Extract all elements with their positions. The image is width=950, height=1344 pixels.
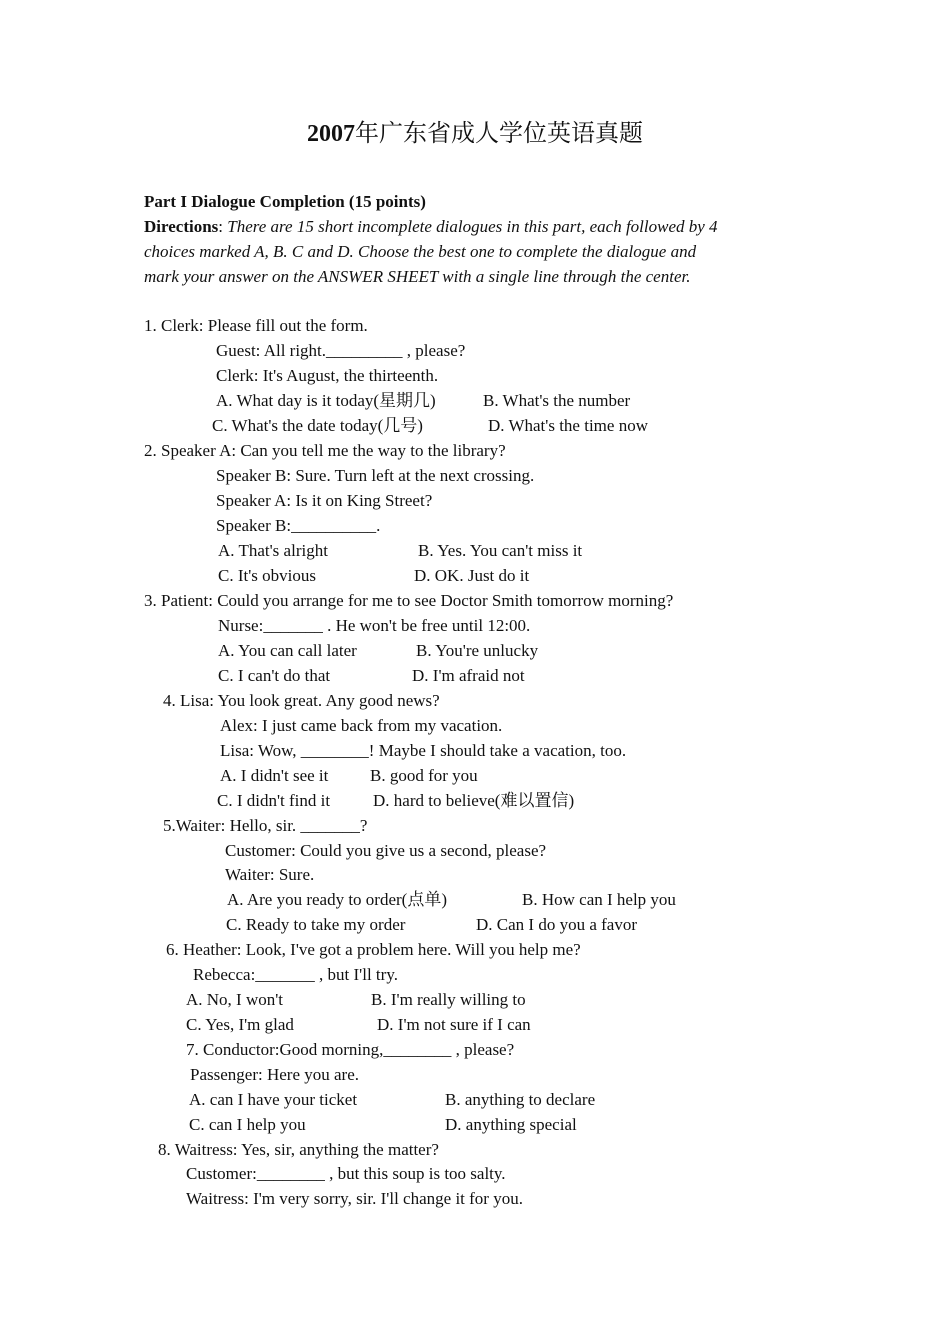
dialogue-line: Passenger: Here you are. (190, 1065, 359, 1084)
question-6-line: 6. Heather: Look, I've got a problem here. Will you help me? (166, 940, 581, 959)
question-7-line: 7. Conductor:Good morning,________ , please? (186, 1040, 515, 1059)
choice-d: D. OK. Just do it (414, 566, 530, 585)
dialogue-line: Lisa: Wow, ________! Maybe I should take a vacation, too. (220, 741, 627, 760)
dialogue-line: Alex: I just came back from my vacation. (220, 716, 503, 735)
dialogue-line: Customer:________ , but this soup is too salty. (186, 1164, 506, 1183)
choice-d: D. hard to believe(难以置信) (373, 791, 575, 810)
question-5-line: 5.Waiter: Hello, sir. _______? (163, 816, 368, 835)
choice-a: A. can I have your ticket (189, 1090, 358, 1109)
choice-a: A. Are you ready to order(点单) (227, 890, 447, 909)
choice-b: B. What's the number (483, 391, 631, 410)
choice-a: A. What day is it today(星期几) (216, 391, 436, 410)
dialogue-line: Nurse:_______ . He won't be free until 12:00. (218, 616, 531, 635)
choice-b: B. anything to declare (445, 1090, 596, 1109)
dialogue-line: Customer: Could you give us a second, please? (225, 841, 547, 860)
title-text: 年广东省成人学位英语真题 (355, 121, 643, 147)
choice-a: A. I didn't see it (220, 766, 329, 785)
directions-line-1: Directions: There are 15 short incomplete dialogues in this part, each followed by 4 (144, 217, 718, 236)
choice-d: D. I'm not sure if I can (377, 1015, 531, 1034)
directions-line-3: mark your answer on the ANSWER SHEET with a single line through the center. (144, 267, 691, 286)
directions-text-1: There are 15 short incomplete dialogues in this part, each followed by 4 (227, 217, 718, 236)
choice-d: D. anything special (445, 1115, 577, 1134)
question-8-line: 8. Waitress: Yes, sir, anything the matter? (158, 1140, 439, 1159)
choice-b: B. I'm really willing to (371, 990, 526, 1009)
dialogue-line: Clerk: It's August, the thirteenth. (216, 366, 439, 385)
dialogue-line: Waitress: I'm very sorry, sir. I'll change it for you. (186, 1189, 523, 1208)
question-3-line: 3. Patient: Could you arrange for me to see Doctor Smith tomorrow morning? (144, 591, 674, 610)
choice-c: C. Ready to take my order (226, 915, 406, 934)
choice-c: C. What's the date today(几号) (212, 416, 423, 435)
choice-c: C. Yes, I'm glad (186, 1015, 294, 1034)
part-heading: Part I Dialogue Completion (15 points) (144, 192, 426, 211)
choice-d: D. I'm afraid not (412, 666, 525, 685)
dialogue-line: Guest: All right._________ , please? (216, 341, 466, 360)
question-4-line: 4. Lisa: You look great. Any good news? (163, 691, 440, 710)
dialogue-line: Waiter: Sure. (225, 865, 315, 884)
choice-b: B. good for you (370, 766, 478, 785)
choice-a: A. You can call later (218, 641, 357, 660)
directions-label: Directions (144, 217, 219, 236)
choice-c: C. It's obvious (218, 566, 316, 585)
dialogue-line: Speaker A: Is it on King Street? (216, 491, 433, 510)
choice-a: A. That's alright (218, 541, 328, 560)
directions-line-2: choices marked A, B. C and D. Choose the best one to complete the dialogue and (144, 242, 697, 261)
choice-c: C. can I help you (189, 1115, 306, 1134)
question-2-line: 2. Speaker A: Can you tell me the way to the library? (144, 441, 506, 460)
dialogue-line: Speaker B:__________. (216, 516, 381, 535)
choice-b: B. You're unlucky (416, 641, 539, 660)
choice-d: D. What's the time now (488, 416, 648, 435)
choice-a: A. No, I won't (186, 990, 284, 1009)
choice-c: C. I didn't find it (217, 791, 331, 810)
dialogue-line: Speaker B: Sure. Turn left at the next crossing. (216, 466, 535, 485)
question-1-line: 1. Clerk: Please fill out the form. (144, 316, 368, 335)
title-year: 2007 (307, 121, 355, 147)
dialogue-line: Rebecca:_______ , but I'll try. (193, 965, 398, 984)
choice-d: D. Can I do you a favor (476, 915, 637, 934)
choice-b: B. How can I help you (522, 890, 676, 909)
choice-c: C. I can't do that (218, 666, 331, 685)
page-title (0, 118, 950, 150)
choice-b: B. Yes. You can't miss it (418, 541, 583, 560)
